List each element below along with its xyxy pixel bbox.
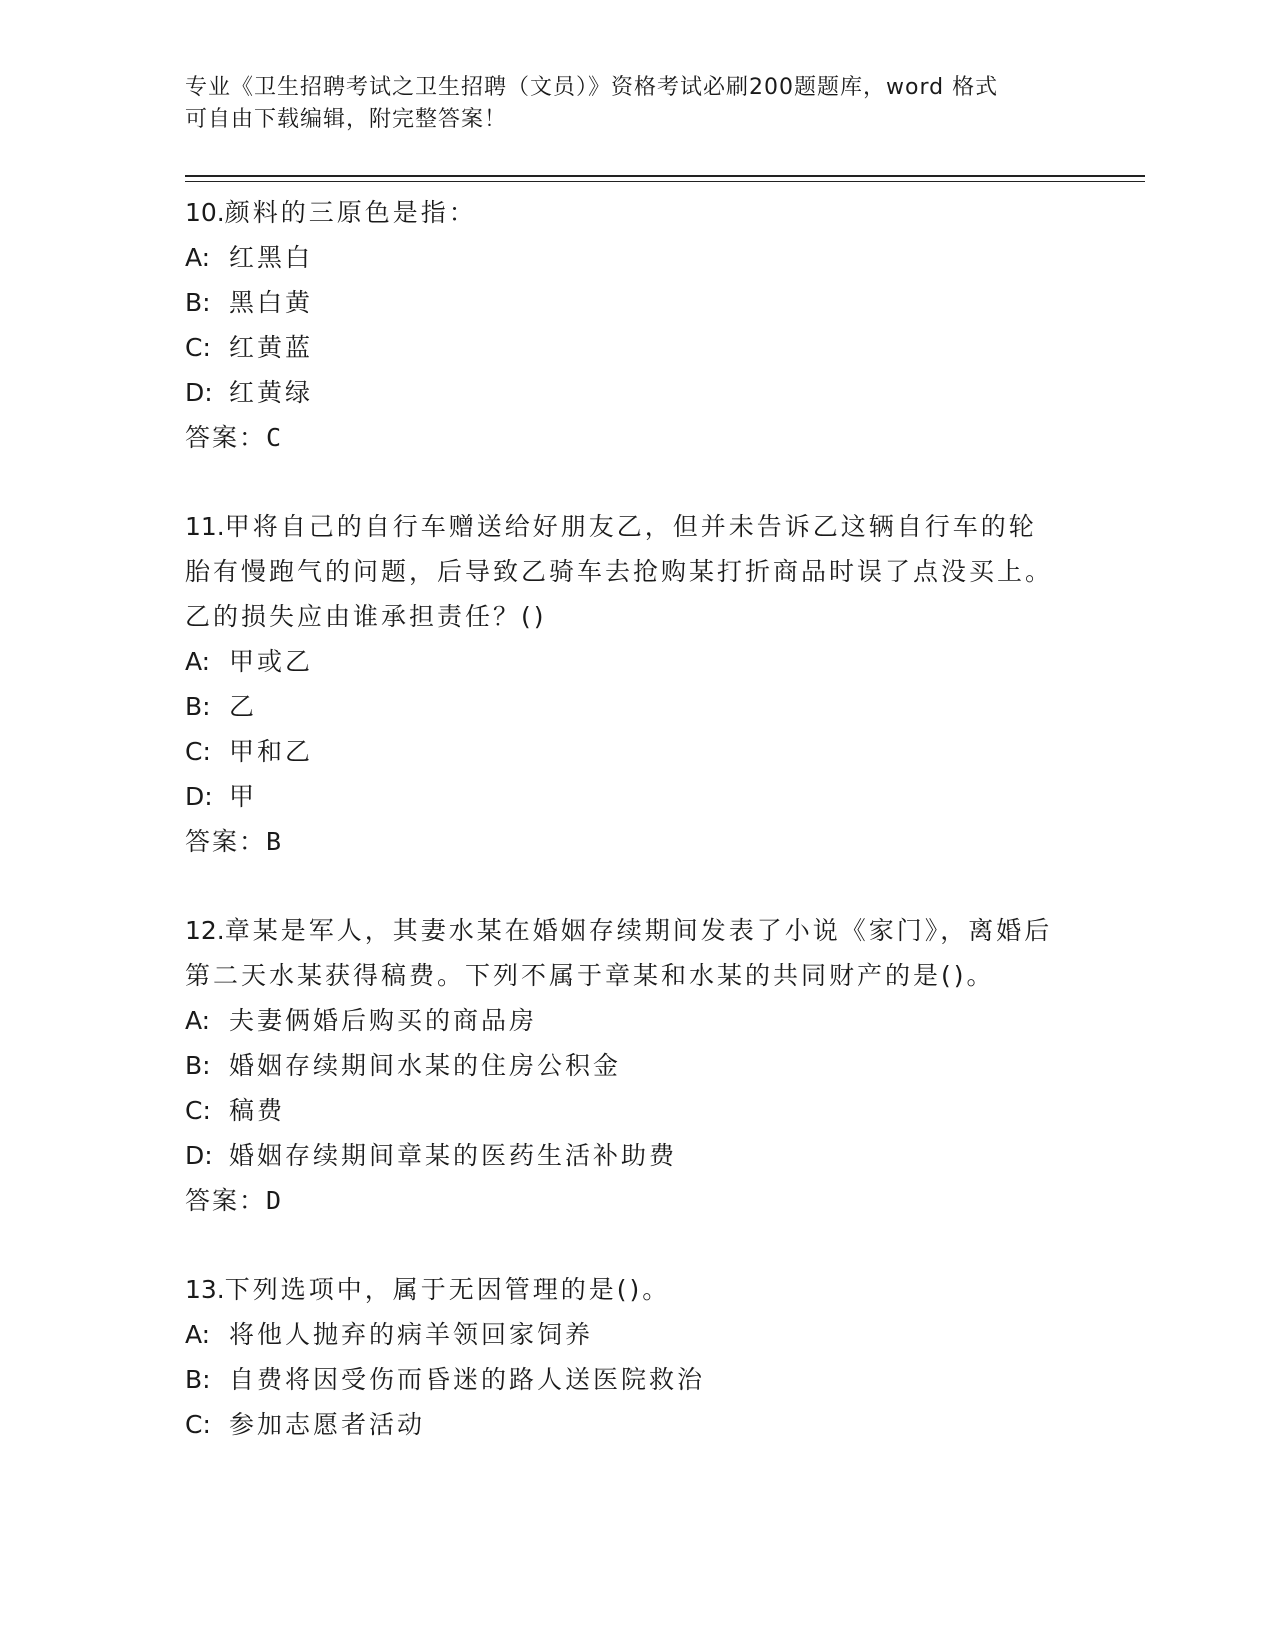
- question-number: 12.: [185, 916, 225, 945]
- option-a: [185, 998, 1145, 1043]
- question-number: 13.: [185, 1275, 225, 1304]
- answer-label: 答案：: [185, 1186, 267, 1215]
- header-line-2: 可自由下载编辑，附完整答案！: [185, 107, 508, 132]
- option-text: 甲或乙: [229, 647, 314, 676]
- header-divider-thin: [185, 181, 1145, 182]
- option-b: [185, 684, 1145, 729]
- option-letter: C:: [185, 737, 211, 766]
- option-text: 参加志愿者活动: [229, 1410, 426, 1439]
- option-c: [185, 1088, 1145, 1133]
- option-d: [185, 370, 1145, 415]
- answer-value: B: [266, 827, 284, 856]
- option-text: 自费将因受伤而昏迷的路人送医院救治: [229, 1365, 706, 1394]
- question-stem: [185, 504, 1055, 639]
- option-text: 红黄绿: [229, 378, 314, 407]
- header-line-1: 专业《卫生招聘考试之卫生招聘（文员）》资格考试必刷200题题库，word 格式: [185, 75, 999, 100]
- option-text: 甲和乙: [229, 737, 314, 766]
- option-b: [185, 1043, 1145, 1088]
- question-list: [185, 190, 1145, 1491]
- option-a: [185, 639, 1145, 684]
- option-letter: C:: [185, 333, 211, 362]
- option-text: 红黄蓝: [229, 333, 314, 362]
- header-divider-thick: [185, 175, 1145, 177]
- option-text: 红黑白: [229, 243, 314, 272]
- option-letter: D:: [185, 378, 213, 407]
- answer-value: D: [266, 1186, 284, 1215]
- option-d: [185, 1133, 1145, 1178]
- option-text: 婚姻存续期间章某的医药生活补助费: [229, 1141, 678, 1170]
- option-a: [185, 1312, 1145, 1357]
- option-a: [185, 235, 1145, 280]
- document-header: [185, 72, 1065, 136]
- option-text: 夫妻俩婚后购买的商品房: [229, 1006, 538, 1035]
- question-text: 下列选项中，属于无因管理的是()。: [224, 1275, 671, 1304]
- question-10: [185, 190, 1145, 460]
- option-text: 将他人抛弃的病羊领回家饲养: [229, 1320, 594, 1349]
- option-letter: D:: [185, 1141, 213, 1170]
- question-number: 11.: [185, 512, 225, 541]
- question-13: [185, 1267, 1145, 1447]
- question-number: 10.: [185, 198, 225, 227]
- option-text: 稿费: [229, 1096, 286, 1125]
- option-c: [185, 325, 1145, 370]
- answer-line: [185, 819, 1145, 864]
- option-text: 乙: [229, 692, 258, 721]
- option-letter: A:: [185, 1006, 211, 1035]
- question-text: 甲将自己的自行车赠送给好朋友乙，但并未告诉乙这辆自行车的轮胎有慢跑气的问题，后导致乙骑车去抢购某打折商品时误了点没买上。乙的损失应由谁承担责任？(): [185, 512, 1054, 631]
- question-stem: [185, 908, 1055, 998]
- option-letter: C:: [185, 1096, 211, 1125]
- answer-label: 答案：: [185, 423, 267, 452]
- option-letter: A:: [185, 1320, 211, 1349]
- answer-value: C: [266, 423, 284, 452]
- option-c: [185, 1402, 1145, 1447]
- option-letter: A:: [185, 647, 211, 676]
- question-text: 颜料的三原色是指：: [224, 198, 477, 227]
- option-text: 黑白黄: [229, 288, 314, 317]
- option-b: [185, 1357, 1145, 1402]
- question-stem: [185, 190, 1055, 235]
- question-text: 章某是军人，其妻水某在婚姻存续期间发表了小说《家门》，离婚后第二天水某获得稿费。下列不属于章某和水某的共同财产的是()。: [185, 916, 1053, 990]
- question-11: [185, 504, 1145, 864]
- option-letter: D:: [185, 782, 213, 811]
- option-letter: A:: [185, 243, 211, 272]
- option-text: 甲: [229, 782, 258, 811]
- answer-line: [185, 1178, 1145, 1223]
- option-b: [185, 280, 1145, 325]
- option-c: [185, 729, 1145, 774]
- option-letter: B:: [185, 1365, 211, 1394]
- option-text: 婚姻存续期间水某的住房公积金: [229, 1051, 622, 1080]
- question-12: [185, 908, 1145, 1223]
- option-letter: C:: [185, 1410, 211, 1439]
- option-d: [185, 774, 1145, 819]
- question-stem: [185, 1267, 1055, 1312]
- option-letter: B:: [185, 692, 211, 721]
- option-letter: B:: [185, 1051, 211, 1080]
- answer-line: [185, 415, 1145, 460]
- answer-label: 答案：: [185, 827, 267, 856]
- option-letter: B:: [185, 288, 211, 317]
